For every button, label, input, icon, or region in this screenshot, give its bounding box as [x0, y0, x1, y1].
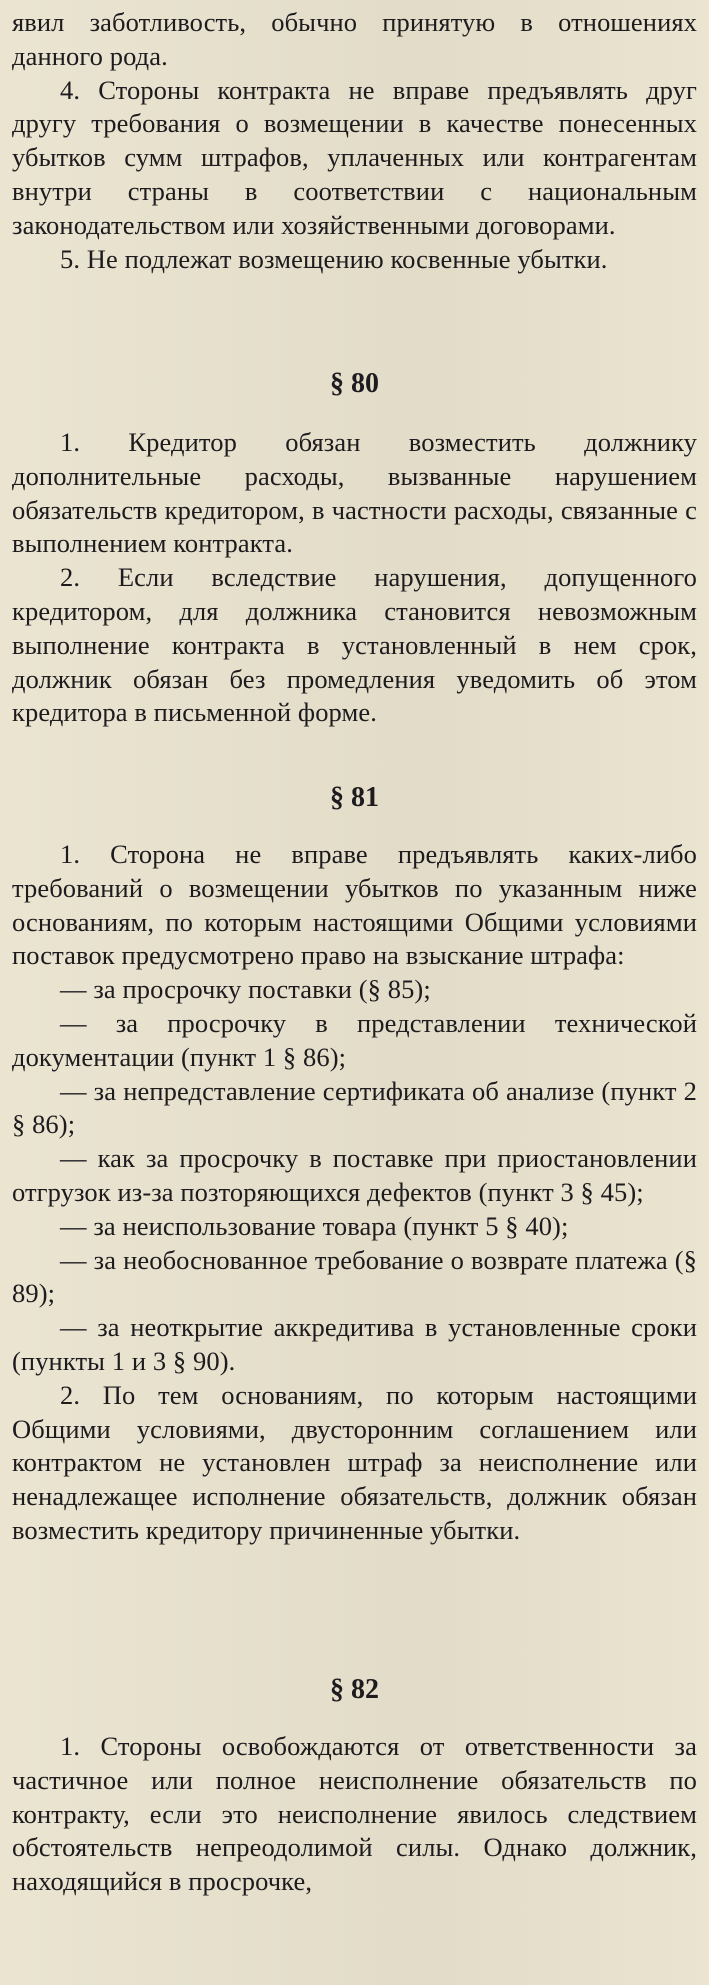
section-81-paragraph-2: 2. По тем основаниям, по которым настоящими Общими условиями, двусторонним соглашением или контрактом не установлен штраф за неисполнение или ненадлежащее исполнение обязательств, должник обязан возместить кредитору причиненные убытки. — [12, 1379, 697, 1545]
continuation-paragraph: явил заботливость, обычно принятую в отношениях данного рода. — [12, 7, 697, 71]
section-80-paragraph-2: 2. Если вследствие нарушения, допущенного кредитором, для должника становится невозможным выполнение контракта в установленный в нем срок, должник обязан без промедления уведомить об этом кредитора в письменной форме. — [12, 562, 697, 728]
section-80 — [12, 426, 697, 730]
section-82-paragraph-1: 1. Стороны освобождаются от ответственности за частичное или полное неисполнение обязательств по контракту, если это неисполнение явилось следствием обстоятельств непреодолимой силы. Однако должник, находящийся в просрочке, — [12, 1731, 697, 1897]
section-81-paragraph-1: 1. Сторона не вправе предъявлять каких-либо требований о возмещении убытков по указанным ниже основаниям, по которым настоящими Общими условиями поставок предусмотрено право на взыскание штрафа: — [12, 839, 697, 971]
paragraph-5: 5. Не подлежат возмещению косвенные убытки. — [60, 243, 608, 274]
list-item: — за неоткрытие аккредитива в установленные сроки (пункты 1 и 3 § 90). — [12, 1312, 697, 1376]
list-item: — за непредставление сертификата об анализе (пункт 2 § 86); — [12, 1075, 697, 1140]
section-heading-82: § 82 — [330, 1674, 379, 1705]
list-item: — за необоснованное требование о возврате платежа (§ 89); — [12, 1244, 697, 1309]
top-section — [12, 6, 697, 276]
section-82 — [12, 1730, 697, 1899]
section-80-paragraph-1: 1. Кредитор обязан возместить должнику дополнительные расходы, вызванные нарушением обязательств кредитором, в частности расходы, связанные с выполнением контракта. — [12, 427, 697, 559]
paragraph-4: 4. Стороны контракта не вправе предъявлять друг другу требования о возмещении в качестве понесенных убытков сумм штрафов, уплаченных или контрагентам внутри страны в соответствии с национальным законодательством или хозяйственными договорами. — [12, 74, 697, 240]
section-heading-80: § 80 — [330, 368, 379, 399]
list-item: — за неиспользование товара (пункт 5 § 40); — [60, 1210, 569, 1241]
list-item: — как за просрочку в поставке при приостановлении отгрузок из-за позторяющихся дефектов (пункт 3 § 45); — [12, 1143, 697, 1207]
section-81 — [12, 838, 697, 1548]
list-item: — за просрочку поставки (§ 85); — [60, 974, 431, 1005]
section-81-list — [12, 973, 697, 1379]
list-item: — за просрочку в представлении технической документации (пункт 1 § 86); — [12, 1007, 697, 1072]
section-heading-81: § 81 — [330, 782, 379, 813]
